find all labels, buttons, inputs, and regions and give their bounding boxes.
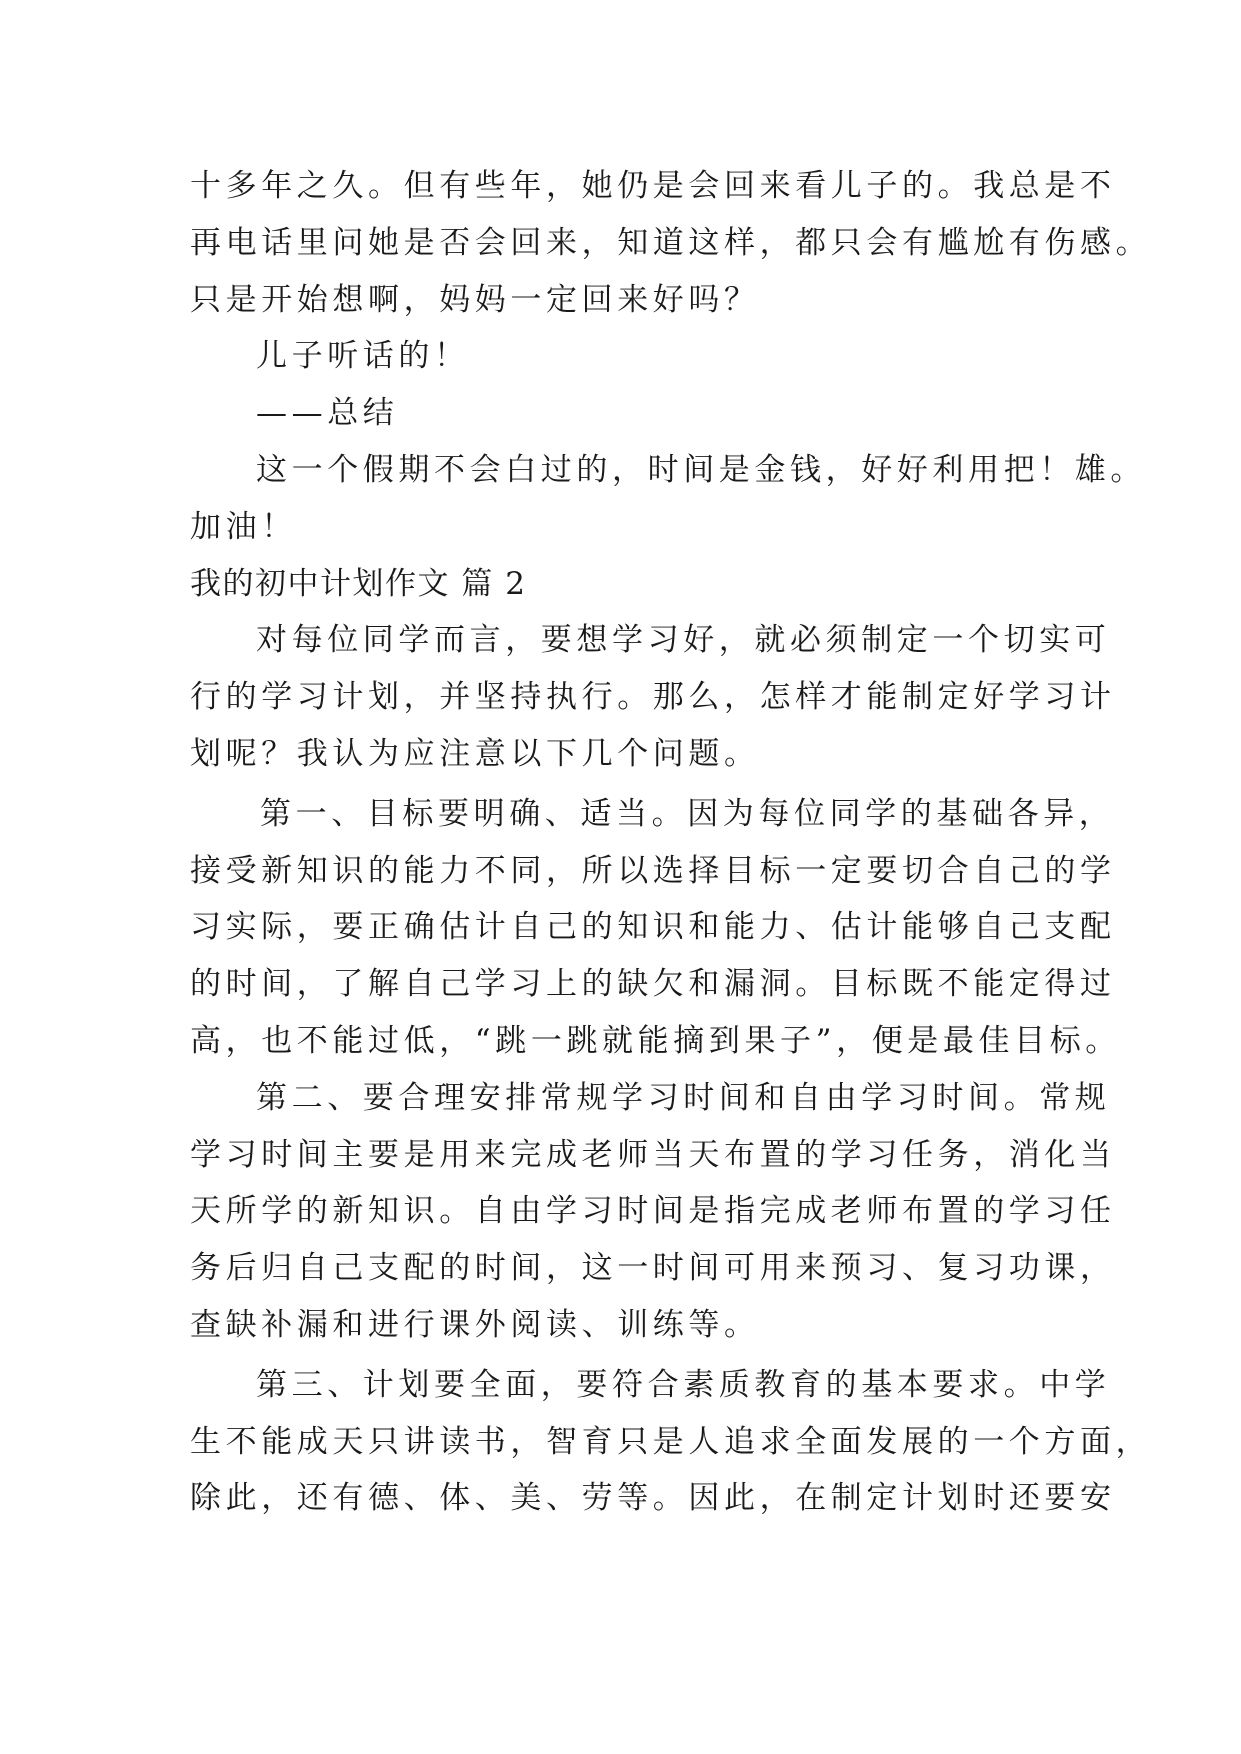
text-line: 天所学的新知识。自由学习时间是指完成老师布置的学习任 [190, 1193, 1116, 1230]
text-line: 生不能成天只讲读书，智育只是人追求全面发展的一个方面， [190, 1423, 1152, 1460]
text-line: 儿子听话的！ [256, 338, 470, 375]
text-line: 行的学习计划，并坚持执行。那么，怎样才能制定好学习计 [190, 679, 1116, 716]
text-line: 十多年之久。但有些年，她仍是会回来看儿子的。我总是不 [190, 168, 1116, 204]
text-line: ——总结 [256, 395, 399, 432]
section-heading: 我的初中计划作文 篇 2 [190, 565, 527, 602]
text-line: 学习时间主要是用来完成老师当天布置的学习任务，消化当 [190, 1136, 1116, 1173]
text-line: 只是开始想啊，妈妈一定回来好吗？ [190, 281, 760, 318]
text-line: 接受新知识的能力不同，所以选择目标一定要切合自己的学 [190, 852, 1116, 889]
text-line: 第二、要合理安排常规学习时间和自由学习时间。常规 [256, 1079, 1111, 1116]
text-line: 第三、计划要全面，要符合素质教育的基本要求。中学 [256, 1366, 1111, 1403]
text-line: 对每位同学而言，要想学习好，就必须制定一个切实可 [256, 622, 1111, 659]
text-line: 第一、目标要明确、适当。因为每位同学的基础各异， [260, 795, 1115, 832]
essay-body [190, 158, 1152, 1527]
text-line: 这一个假期不会白过的，时间是金钱，好好利用把！雄。 [256, 451, 1146, 488]
text-line: 务后归自己支配的时间，这一时间可用来预习、复习功课， [190, 1250, 1116, 1287]
text-line: 的时间，了解自己学习上的缺欠和漏洞。目标既不能定得过 [190, 966, 1116, 1003]
text-line: 加油！ [190, 508, 297, 545]
text-line: 习实际，要正确估计自己的知识和能力、估计能够自己支配 [190, 909, 1116, 946]
text-line: 再电话里问她是否会回来，知道这样，都只会有尴尬有伤感。 [190, 224, 1152, 261]
text-line: 除此，还有德、体、美、劳等。因此，在制定计划时还要安 [190, 1480, 1116, 1517]
text-line: 查缺补漏和进行课外阅读、训练等。 [190, 1306, 760, 1343]
text-line: 高，也不能过低，“跳一跳就能摘到果子”，便是最佳目标。 [190, 1022, 1121, 1059]
text-line: 划呢？我认为应注意以下几个问题。 [190, 735, 760, 772]
